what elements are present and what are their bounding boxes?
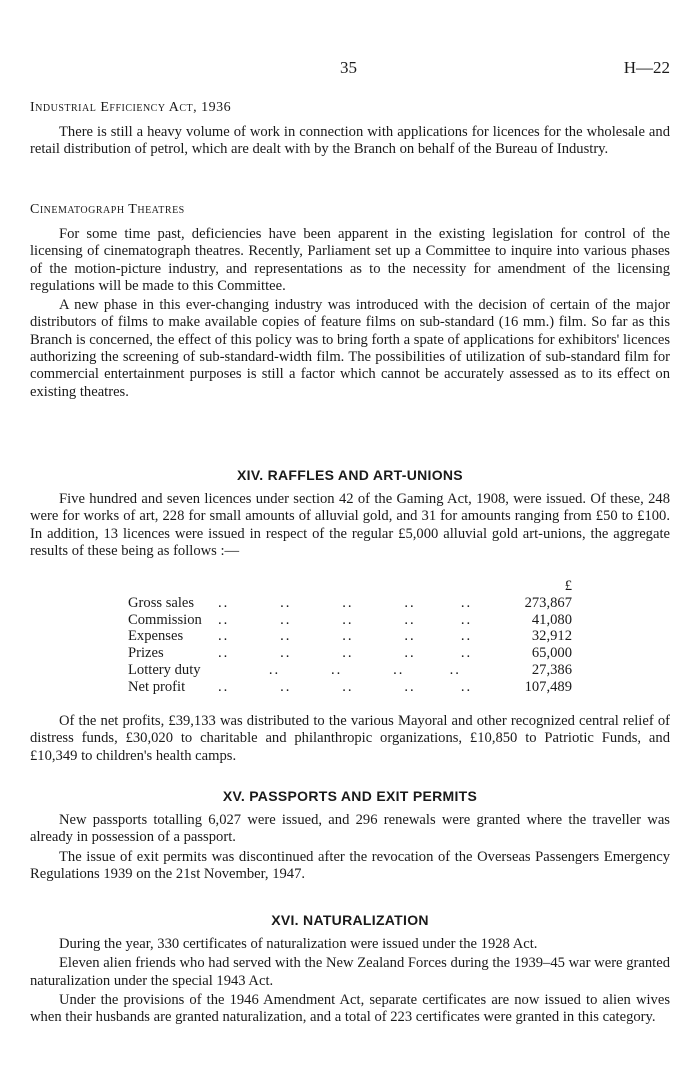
row-label: Lottery duty — [128, 661, 201, 678]
art-union-results-table — [128, 578, 572, 696]
table-row: Expenses .. .. .. .. .. 32,912 — [128, 628, 572, 645]
table-row: Lottery duty .. .. .. .. 27,386 — [128, 661, 572, 678]
row-label: Commission — [128, 611, 202, 628]
row-label: Expenses — [128, 628, 184, 645]
section-industrial-efficiency — [30, 100, 670, 159]
row-label: Prizes — [128, 645, 164, 662]
table-row: Net profit .. .. .. .. .. 107,489 — [128, 678, 572, 695]
row-value: 32,912 — [531, 628, 572, 645]
section-naturalization — [30, 912, 670, 1026]
row-value: 65,000 — [531, 645, 572, 662]
section-heading: Industrial Efficiency Act, 1936 — [30, 100, 232, 115]
paragraph: Under the provisions of the 1946 Amendment Act, separate certificates are now issued to alien wives when their husbands are granted naturalization, and a total of 223 certificates were granted in this category. — [30, 991, 670, 1026]
paragraph: For some time past, deficiencies have been apparent in the existing legislation for control of the licensing of cinematograph theatres. Recently, Parliament set up a Committee to inquire into various phases of the motion-picture industry, and representations as to the necessity for amendment of the licensing regulations will be made to this Committee. — [30, 226, 670, 294]
row-label: Gross sales — [128, 594, 195, 611]
table-row: Prizes .. .. .. .. .. 65,000 — [128, 645, 572, 662]
section-passports — [30, 788, 670, 883]
row-value: 107,489 — [524, 678, 572, 695]
paragraph: Five hundred and seven licences under section 42 of the Gaming Act, 1908, were issued. Of these, 248 were for works of art, 228 for small amounts of alluvial gold, and 31 for amounts ranging from £50 to £100. In addition, 13 licences were issued in respect of the regular £5,000 alluvial gold art-unions, the aggregate results of these being as follows :— — [30, 491, 670, 559]
paragraph: Of the net profits, £39,133 was distributed to the various Mayoral and other recognized central relief of distress funds, £30,020 to charitable and philanthropic organizations, £10,850 to Patriotic Funds, and £10,349 to children's health camps. — [30, 713, 670, 764]
document-code: H—22 — [623, 58, 670, 77]
table-row: Commission .. .. .. .. .. 41,080 — [128, 611, 572, 628]
section-title: XVI. NATURALIZATION — [271, 912, 429, 928]
row-value: 273,867 — [524, 594, 572, 611]
section-title: XIV. RAFFLES AND ART-UNIONS — [237, 467, 463, 483]
section-raffles-cont — [30, 713, 670, 765]
paragraph: There is still a heavy volume of work in connection with applications for licences for the wholesale and retail distribution of petrol, which are dealt with by the Branch on behalf of the Bureau of Industry. — [30, 124, 670, 158]
paragraph: New passports totalling 6,027 were issued, and 296 renewals were granted where the traveller was already in possession of a passport. — [30, 812, 670, 846]
section-title: XV. PASSPORTS AND EXIT PERMITS — [222, 788, 478, 804]
section-raffles — [30, 467, 670, 560]
section-heading: Cinematograph Theatres — [30, 202, 185, 217]
table-row: Gross sales .. .. .. .. .. 273,867 — [128, 594, 572, 611]
paragraph: Eleven alien friends who had served with the New Zealand Forces during the 1939–45 war were granted naturalization under the special 1943 Act. — [30, 955, 670, 989]
section-cinematograph — [30, 202, 670, 401]
page-number: 35 — [340, 58, 357, 77]
row-value: 41,080 — [531, 611, 572, 628]
paragraph: The issue of exit permits was discontinued after the revocation of the Overseas Passengers Emergency Regulations 1939 on the 21st November, 1947. — [30, 848, 670, 882]
row-label: Net profit — [128, 678, 186, 695]
paragraph: A new phase in this ever-changing industry was introduced with the decision of certain of the major distributors of films to make available copies of feature films on sub-standard (16 mm.) film. So far as this Branch is concerned, the effect of this policy was to bring forth a spate of applications for exhibitors' licences authorizing the screening of sub-standard-width film. The possibilities of utilization of sub-standard film for commercial entertainment purposes is still a factor which cannot be accurately assessed as to its effect on existing theatres. — [30, 297, 670, 400]
currency-symbol: £ — [564, 578, 572, 594]
paragraph: During the year, 330 certificates of naturalization were issued under the 1928 Act. — [59, 936, 538, 952]
row-value: 27,386 — [531, 661, 572, 678]
